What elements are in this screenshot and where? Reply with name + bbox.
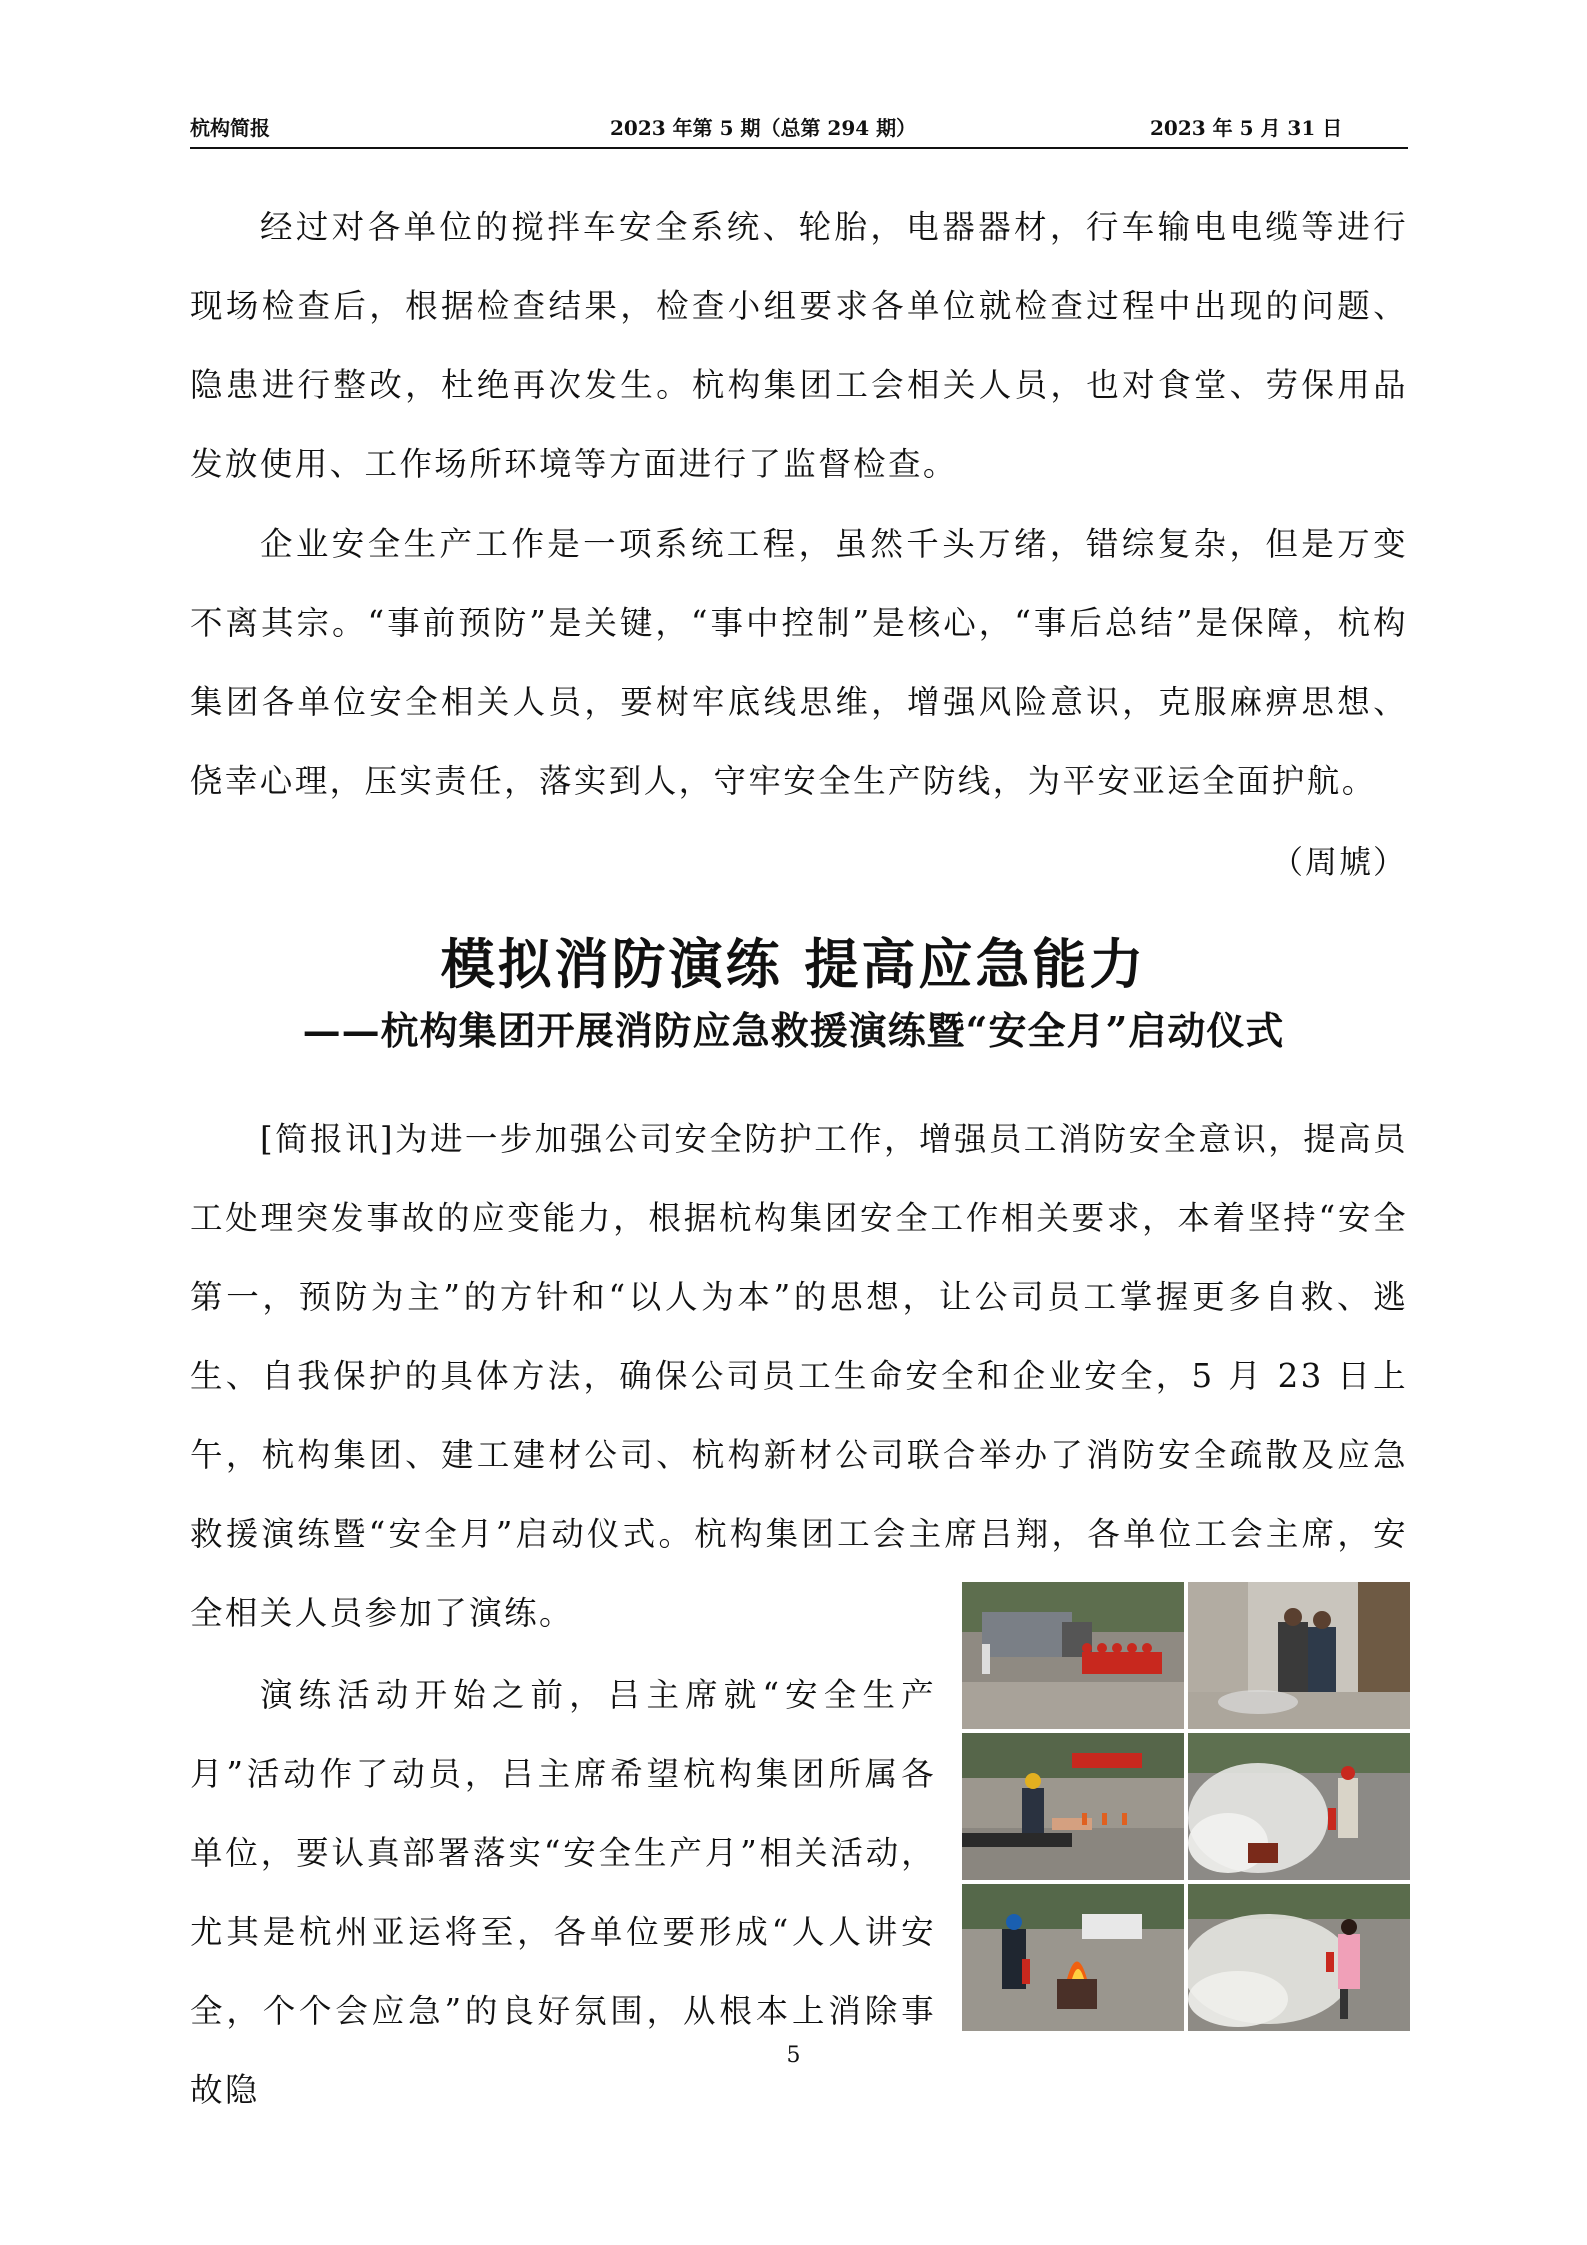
issue-date: 2023 年 5 月 31 日: [1150, 116, 1343, 140]
page-header: [190, 112, 1408, 142]
issue-number: 2023 年第 5 期（总第 294 期）: [610, 116, 917, 140]
continued-paragraph-2: 企业安全生产工作是一项系统工程，虽然千头万绪，错综复杂，但是万变不离其宗。“事前预防”是关键，“事中控制”是核心，“事后总结”是保障，杭构集团各单位安全相关人员，要树牢底线思维，增强风险意识，克服麻痹思想、侥幸心理，压实责任，落实到人，守牢安全生产防线，为平安亚运全面护航。: [190, 525, 1408, 800]
photo-extinguisher-drill-3: [1188, 1884, 1410, 2031]
article-paragraph-1: [简报讯]为进一步加强公司安全防护工作，增强员工消防安全意识，提高员工处理突发事故的应变能力，根据杭构集团安全工作相关要求，本着坚持“安全第一，预防为主”的方针和“以人为本”的思想，让公司员工掌握更多自救、逃生、自我保护的具体方法，确保公司员工生命安全和企业安全，5 月 23 日上午，杭构集团、建工建材公司、杭构新材公司联合举办了消防安全疏散及应急救援演练暨“安全月”启动仪式。杭构集团工会主席吕翔，各单位工会主席，安全相关人员参加了演练。: [190, 1120, 1408, 1632]
article-title: 模拟消防演练 提高应急能力: [440, 932, 1147, 996]
photo-grid: [962, 1582, 1410, 2032]
photo-extinguisher-drill-1: [1188, 1733, 1410, 1880]
page-number: 5: [786, 2043, 801, 2068]
photo-extinguisher-drill-2: [962, 1884, 1184, 2031]
photo-cpr-training: [962, 1733, 1184, 1880]
header-rule: [190, 147, 1408, 149]
article-subtitle: ——杭构集团开展消防应急救援演练暨“安全月”启动仪式: [302, 1008, 1285, 1053]
continued-paragraph-1: 经过对各单位的搅拌车安全系统、轮胎，电器器材，行车输电电缆等进行现场检查后，根据检查结果，检查小组要求各单位就检查过程中出现的问题、隐患进行整改，杜绝再次发生。杭构集团工会相关人员，也对食堂、劳保用品发放使用、工作场所环境等方面进行了监督检查。: [190, 208, 1408, 483]
article-paragraph-2: 演练活动开始之前，吕主席就“安全生产月”活动作了动员，吕主席希望杭构集团所属各单位，要认真部署落实“安全生产月”相关活动，尤其是杭州亚运将至，各单位要形成“人人讲安全，个个会应急”的良好氛围，从根本上消除事故隐: [190, 1676, 936, 2109]
photo-launch-ceremony: [962, 1582, 1184, 1729]
publication-name: 杭构简报: [190, 116, 270, 140]
author-signature: （周虓）: [1270, 843, 1407, 881]
photo-evacuation-drill: [1188, 1582, 1410, 1729]
